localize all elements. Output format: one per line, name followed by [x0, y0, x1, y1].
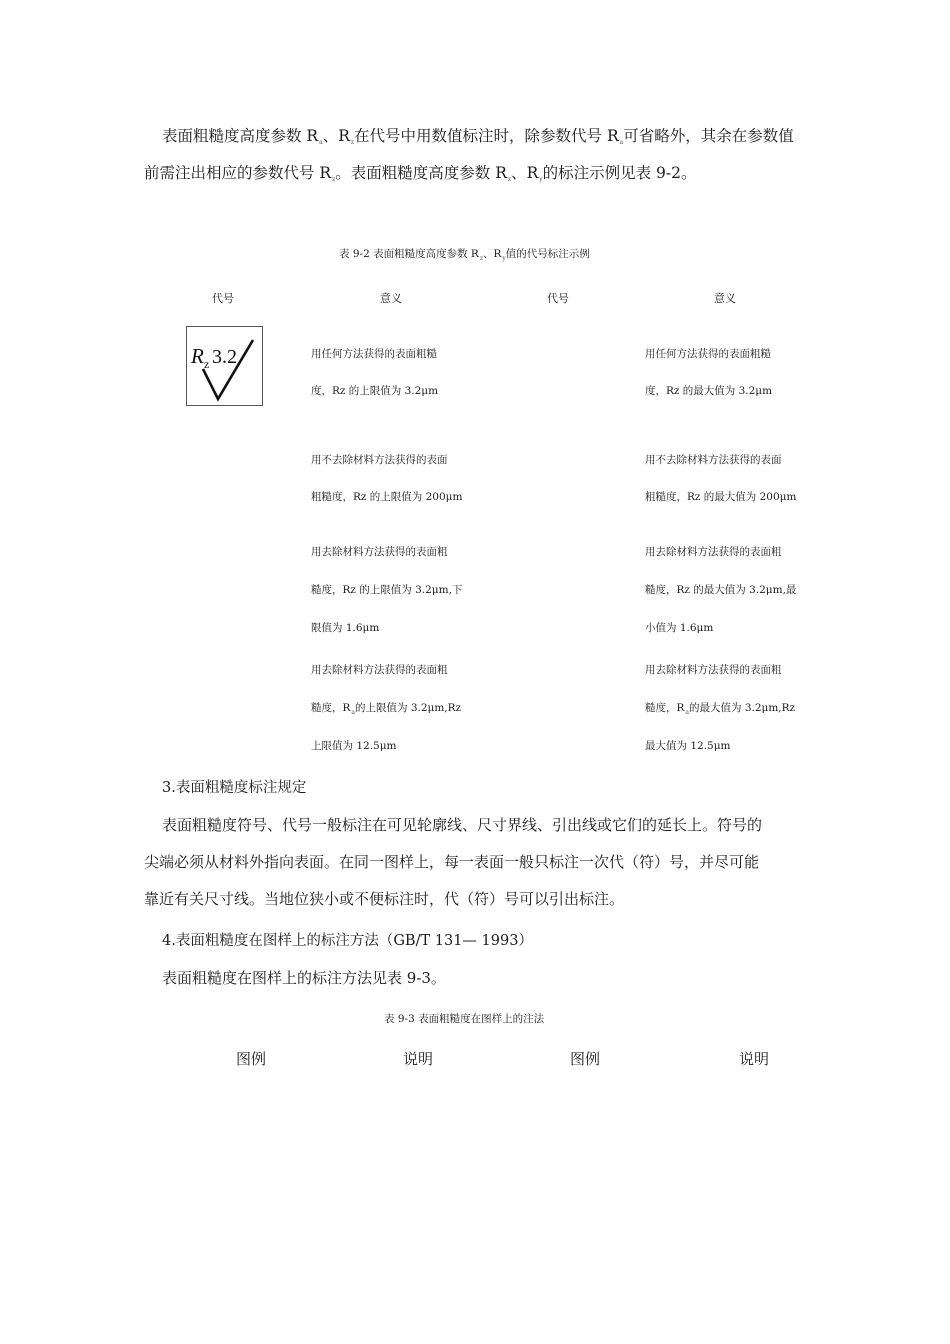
- left-r2-line2: 粗糙度，Rz 的上限值为 200μm: [311, 491, 463, 503]
- table1-header-code: 代号: [212, 292, 234, 305]
- symbol-letter: R: [191, 344, 204, 368]
- left-r4-line1: 用去除材料方法获得的表面粗: [311, 664, 448, 676]
- right-r3-line2: 糙度，Rz 的最大值为 3.2μm,最: [645, 584, 797, 596]
- right-r3-line1: 用去除材料方法获得的表面粗: [645, 546, 782, 558]
- section3-line1: 表面粗糙度符号、代号一般标注在可见轮廓线、尺寸界线、引出线或它们的延长上。符号的: [162, 816, 763, 834]
- right-r4-line2: 糙度，$R_a$的最大值为 3.2μm,Rz: [645, 702, 796, 716]
- right-r1-line1: 用任何方法获得的表面粗糙: [645, 348, 771, 360]
- table2-header-figure: 图例: [236, 1050, 267, 1068]
- table1-header-meaning-2: 意义: [714, 292, 736, 305]
- right-r4-line1: 用去除材料方法获得的表面粗: [645, 664, 782, 676]
- roughness-check-icon: [187, 327, 262, 405]
- section3-heading: 3.表面粗糙度标注规定: [162, 780, 307, 796]
- section4-heading: 4.表面粗糙度在图样上的标注方法（GB/T 131— 1993）: [162, 933, 533, 949]
- section4-line1: 表面粗糙度在图样上的标注方法见表 9-3。: [162, 969, 446, 987]
- table2-header-figure-2: 图例: [570, 1050, 601, 1068]
- left-r3-line2: 糙度，Rz 的上限值为 3.2μm,下: [311, 584, 463, 596]
- table1-header-code-2: 代号: [547, 292, 569, 305]
- right-r2-line1: 用不去除材料方法获得的表面: [645, 454, 782, 466]
- left-r1-line2: 度，Rz 的上限值为 3.2μm: [311, 385, 439, 397]
- right-r3-line3: 小值为 1.6μm: [645, 622, 714, 634]
- section3-line2: 尖端必须从材料外指向表面。在同一图样上，每一表面一般只标注一次代（符）号，并尽可能: [144, 853, 760, 871]
- symbol-value: 3.2: [212, 346, 237, 368]
- table2-header-description: 说明: [403, 1050, 434, 1068]
- right-r2-line2: 粗糙度，Rz 的最大值为 200μm: [645, 491, 797, 503]
- left-r4-line3: 上限值为 12.5μm: [311, 740, 397, 752]
- para1-line1: 表面粗糙度高度参数 $R_a$、$R_z$在代号中用数值标注时，除参数代号 $R_a$可省略外，其余在参数值: [162, 127, 794, 146]
- right-r1-line2: 度，Rz 的最大值为 3.2μm: [645, 385, 773, 397]
- table1-header-meaning: 意义: [380, 292, 402, 305]
- table1-caption: 表 9-2 表面粗糙度高度参数 $R_z$、$R_y$值的代号标注示例: [339, 248, 590, 262]
- left-r2-line1: 用不去除材料方法获得的表面: [311, 454, 448, 466]
- para1-line2: 前需注出相应的参数代号 $R_z$。表面粗糙度高度参数 $R_z$、$R_y$的标注示例见表 9-2。: [144, 164, 697, 183]
- left-r3-line1: 用去除材料方法获得的表面粗: [311, 546, 448, 558]
- table2-caption: 表 9-3 表面粗糙度在图样上的注法: [384, 1013, 545, 1025]
- symbol-subscript: z: [204, 357, 210, 371]
- roughness-symbol-image: [186, 326, 263, 406]
- right-r4-line3: 最大值为 12.5μm: [645, 740, 731, 752]
- left-r4-line2: 糙度，$R_a$的上限值为 3.2μm,Rz: [311, 702, 462, 716]
- table2-header-description-2: 说明: [739, 1050, 770, 1068]
- section3-line3: 靠近有关尺寸线。当地位狭小或不便标注时，代（符）号可以引出标注。: [144, 890, 625, 908]
- left-r1-line1: 用任何方法获得的表面粗糙: [311, 348, 437, 360]
- left-r3-line3: 限值为 1.6μm: [311, 622, 380, 634]
